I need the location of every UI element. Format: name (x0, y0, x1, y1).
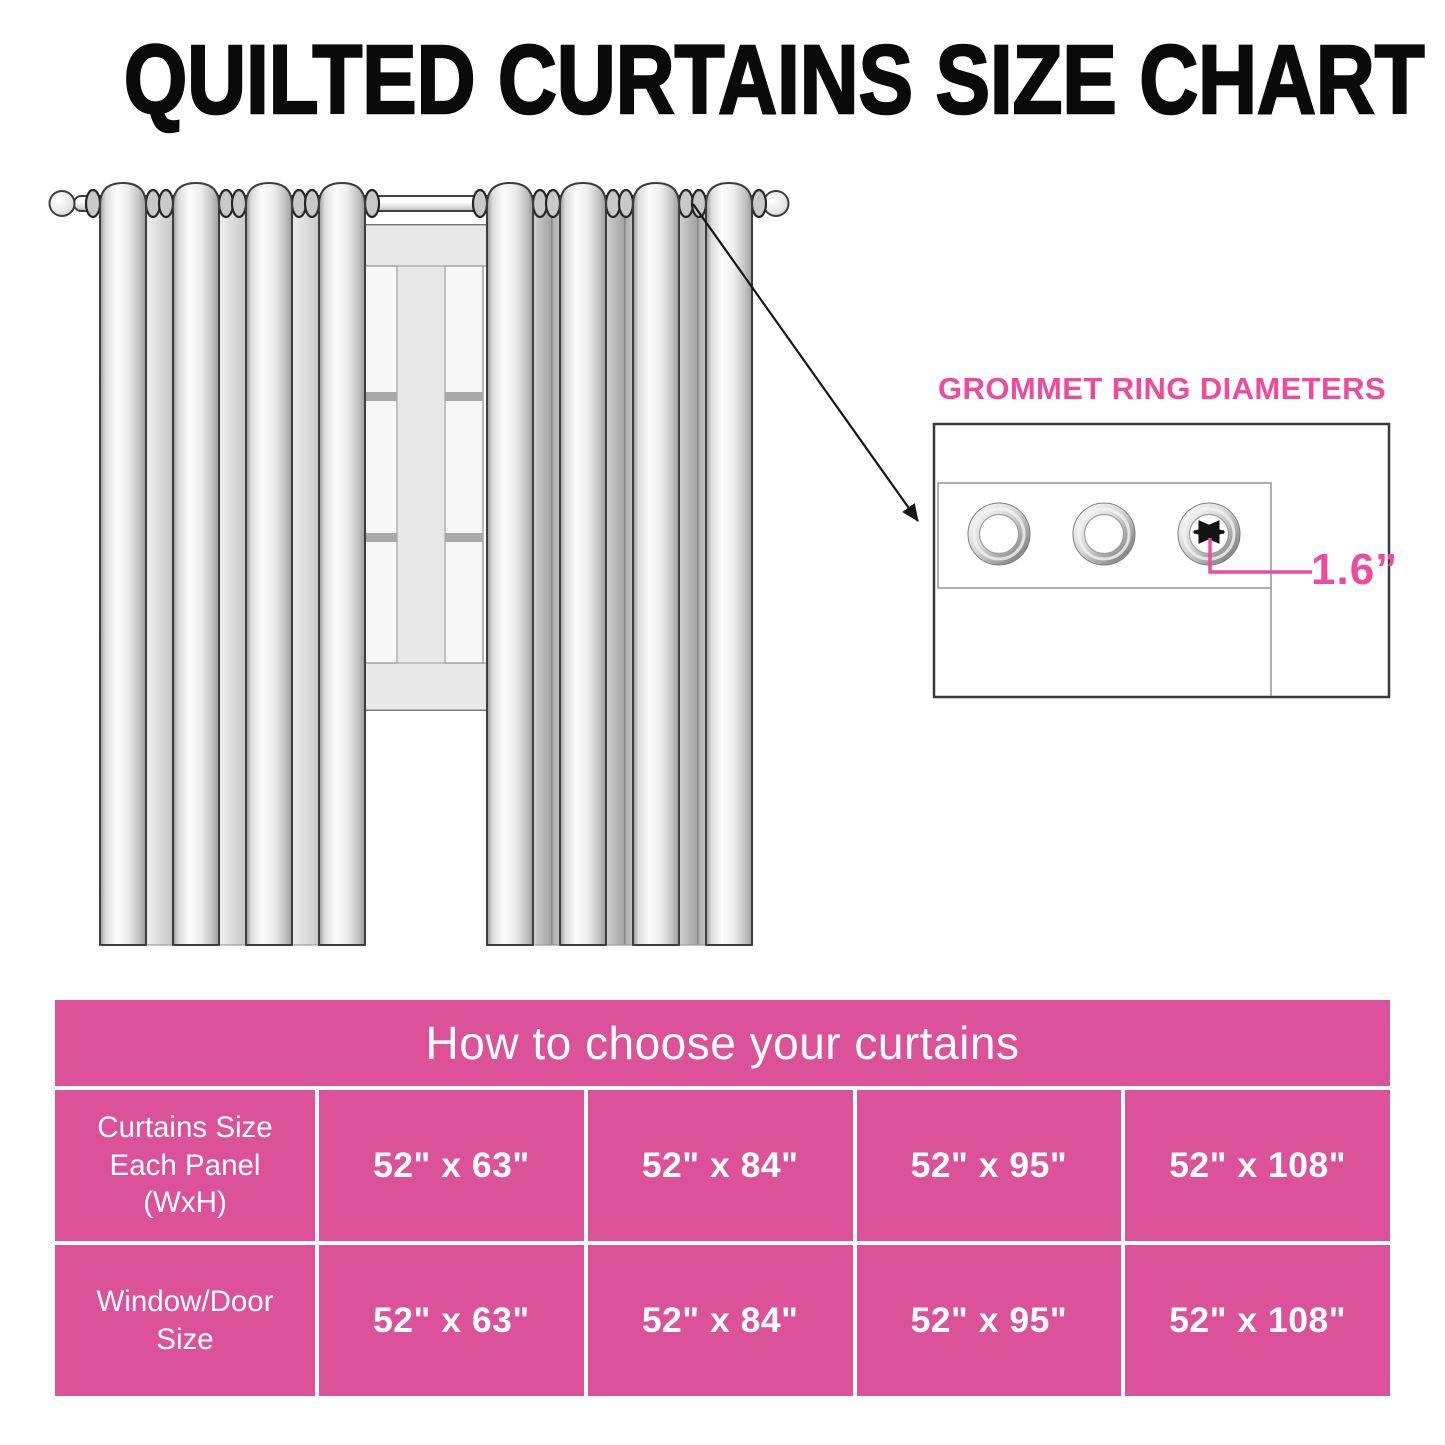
row-label: Curtains Size Each Panel (WxH) (55, 1090, 315, 1241)
size-table (55, 1000, 1390, 1396)
rod-finial-left (50, 191, 75, 216)
size-table-header: How to choose your curtains (55, 1000, 1390, 1086)
size-cell: 52" x 84" (588, 1245, 853, 1396)
grommet-ring (1073, 503, 1135, 565)
size-cell: 52" x 108" (1125, 1245, 1390, 1396)
grommet-ring (968, 503, 1030, 565)
window (357, 225, 488, 710)
page-title-text: QUILTED CURTAINS SIZE CHART (123, 25, 1425, 134)
grommet-diameter-label: 1.6” (1311, 545, 1399, 594)
row-label: Window/Door Size (55, 1245, 315, 1396)
grommet-callout-title: GROMMET RING DIAMETERS (938, 371, 1386, 406)
rod-finial-right (764, 191, 789, 216)
size-cell: 52" x 95" (857, 1090, 1122, 1241)
size-cell: 52" x 84" (588, 1090, 853, 1241)
size-cell: 52" x 95" (857, 1245, 1122, 1396)
page-title (0, 25, 1445, 134)
size-cell: 52" x 63" (319, 1245, 584, 1396)
table-row-window-size (55, 1245, 1390, 1396)
size-cell: 52" x 63" (319, 1090, 584, 1241)
curtains-illustration (40, 160, 1400, 975)
table-row-curtain-size (55, 1090, 1390, 1241)
size-cell: 52" x 108" (1125, 1090, 1390, 1241)
